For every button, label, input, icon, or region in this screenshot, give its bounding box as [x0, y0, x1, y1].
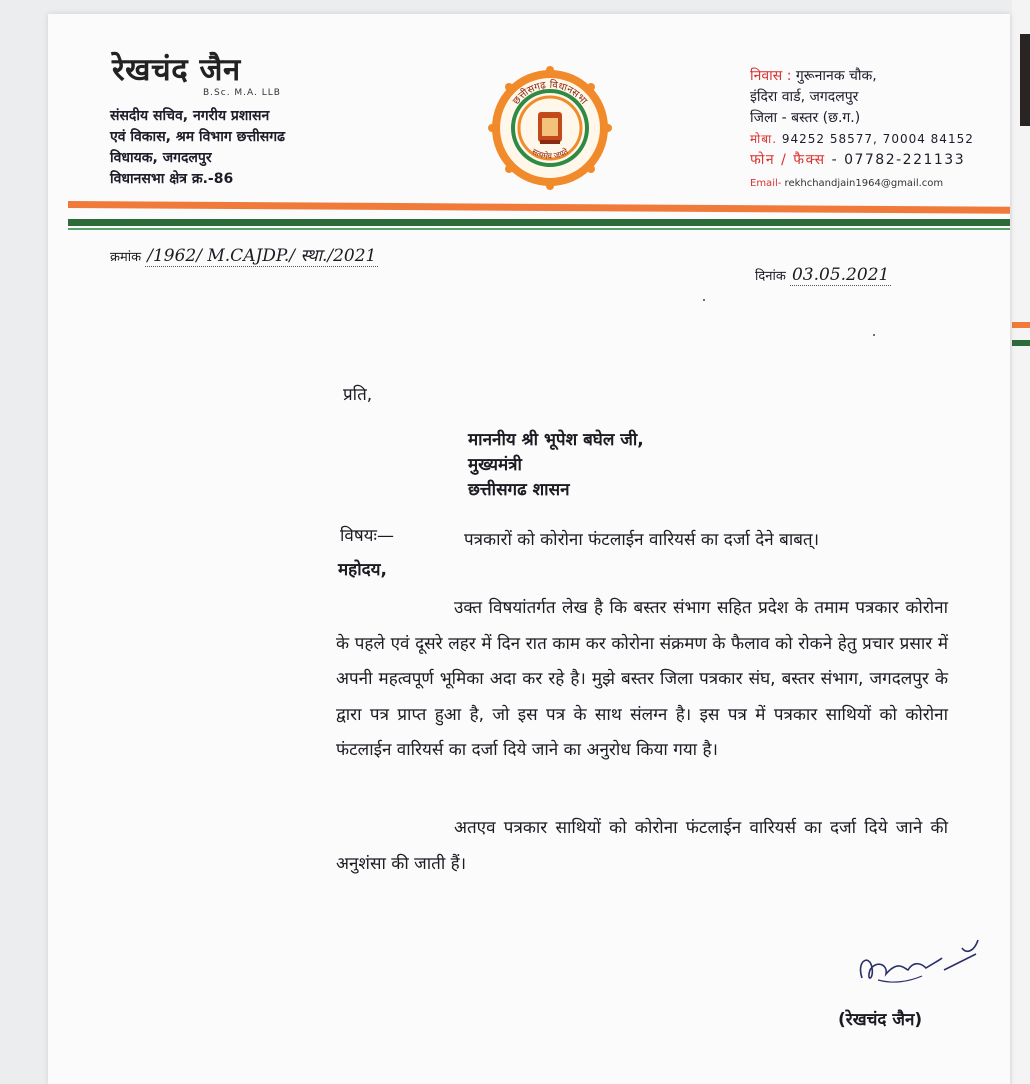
phone-number: - 07782-221133 [831, 152, 966, 168]
scan-speck [703, 299, 705, 301]
phone-label: फोन / फैक्स [750, 152, 826, 168]
designation-line: संसदीय सचिव, नगरीय प्रशासन [110, 108, 270, 124]
signature-icon [848, 930, 988, 1002]
subject-label: विषयः— [340, 526, 394, 546]
body-paragraph-2: अतएव पत्रकार साथियों को कोरोना फंटलाईन वारियर्स का दर्जा दिये जाने की अनुशंसा की जाती हैं। [336, 818, 948, 874]
emblem-top-text: छत्तीसगढ़ विधानसभा [511, 79, 589, 107]
green-thin-divider [68, 228, 1010, 230]
adjacent-page-green-rule [1012, 340, 1030, 346]
letterhead-name: रेखचंद जैन [112, 52, 241, 88]
reference-value: /1962/ M.CAJDP./ स्था./2021 [147, 246, 377, 266]
designation-line: एवं विकास, श्रम विभाग छत्तीसगढ [110, 129, 285, 145]
date-value: 03.05.2021 [791, 265, 890, 285]
to-label: प्रति, [343, 385, 373, 405]
email-label: Email- [750, 178, 782, 189]
date-label: दिनांक [755, 269, 786, 284]
adjacent-page-orange-rule [1012, 322, 1030, 328]
designation-line: विधानसभा क्षेत्र क्र.-86 [110, 171, 234, 187]
letterhead-designation [110, 106, 285, 190]
residence-line1: गुरूनानक चौक, [795, 68, 877, 84]
mobile-label: मोबा. [750, 132, 778, 146]
letterhead-degree: B.Sc. M.A. LLB [203, 88, 281, 98]
salutation: महोदय, [338, 560, 387, 580]
adjacent-page-photo [1020, 34, 1030, 126]
recipient-line: मुख्यमंत्री [468, 455, 522, 475]
orange-divider [68, 201, 1010, 214]
reference-label: क्रमांक [110, 250, 142, 265]
recipient-line: माननीय श्री भूपेश बघेल जी, [468, 430, 644, 450]
letter-page [48, 14, 1010, 1084]
mobile-number: 94252 58577, 70004 84152 [781, 132, 974, 146]
body-paragraph-1: उक्त विषयांतर्गत लेख है कि बस्तर संभाग सहित प्रदेश के तमाम पत्रकार कोरोना के पहले एवं दूसरे लहर में दिन रात काम कर कोरोना संक्रमण के फैलाव को रोकने हेतु प्रचार प्रसार में अपनी महत्वपूर्ण भूमिका अदा कर रहे है। मुझे बस्तर जिला पत्रकार संघ, बस्तर संभाग, जगदलपुर के द्वारा पत्र प्राप्त हुआ है, जो इस पत्र के साथ संलग्न है। इस पत्र में पत्रकार साथियों को कोरोना फंटलाईन वारियर्स का दर्जा दिये जाने का अनुरोध किया गया है। [336, 598, 948, 760]
scan-speck [873, 334, 875, 336]
adjacent-page-edge [1012, 0, 1030, 1084]
reference-number [110, 243, 378, 266]
signatory-name: (रेखचंद जैन) [838, 1010, 923, 1030]
residence-line3: जिला - बस्तर (छ.ग.) [750, 110, 861, 126]
green-divider [68, 219, 1010, 226]
residence-line2: इंदिरा वार्ड, जगदलपुर [750, 89, 859, 105]
recipient-block [468, 428, 644, 503]
residence-label: निवास : [750, 68, 792, 84]
assembly-emblem [488, 66, 612, 190]
email-address: rekhchandjain1964@gmail.com [784, 178, 944, 189]
recipient-line: छत्तीसगढ शासन [468, 480, 570, 500]
subject-text: पत्रकारों को कोरोना फंटलाईन वारियर्स का दर्जा देने बाबत्। [464, 530, 820, 550]
emblem-bottom-text: सत्यमेव जयते [530, 146, 570, 161]
letterhead-address [750, 66, 974, 194]
letter-date [755, 265, 891, 285]
emblem-seal-icon [488, 66, 612, 190]
handwritten-signature [848, 930, 988, 1002]
designation-line: विधायक, जगदलपुर [110, 150, 212, 166]
